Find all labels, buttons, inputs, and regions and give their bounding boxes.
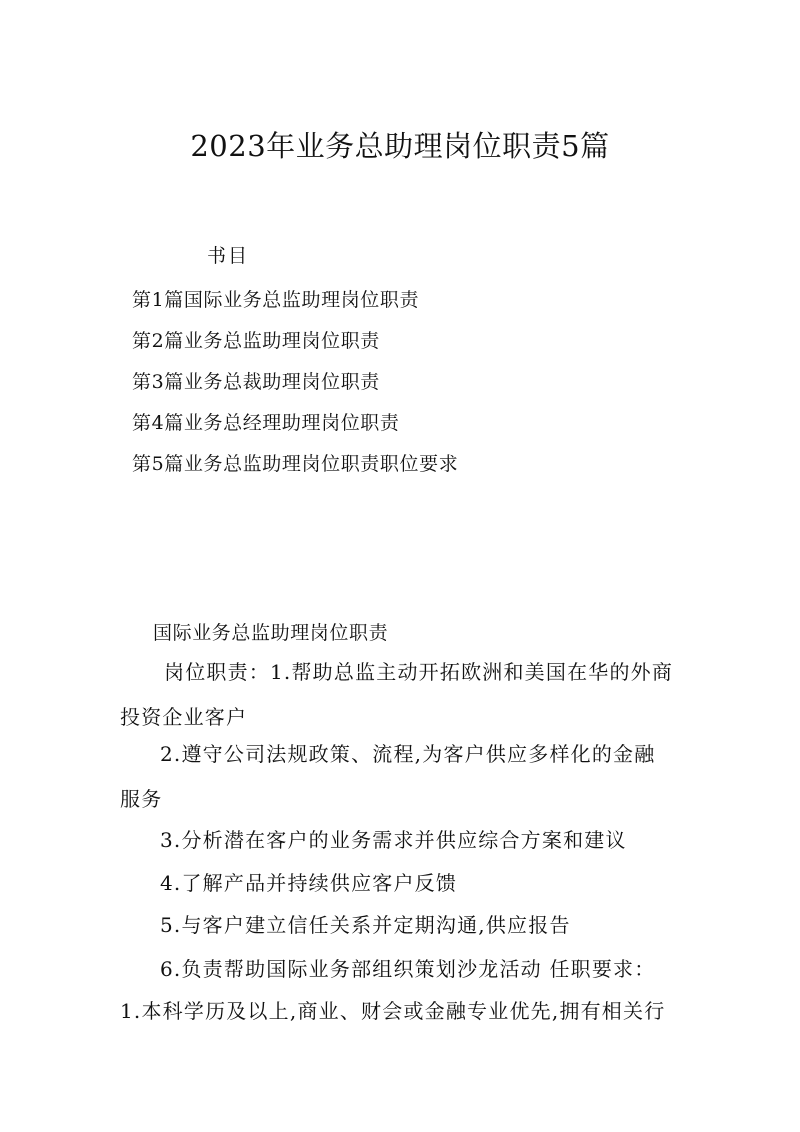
body-line: 2.遵守公司法规政策、流程,为客户供应多样化的金融 [160, 742, 656, 766]
body-line: 1.本科学历及以上,商业、财会或金融专业优先,拥有相关行 [120, 999, 666, 1023]
section-heading: 国际业务总监助理岗位职责 [153, 622, 389, 644]
body-line: 4.了解产品并持续供应客户反馈 [160, 871, 458, 895]
document-title: 2023年业务总助理岗位职责5篇 [190, 129, 610, 163]
body-line: 投资企业客户 [120, 705, 248, 729]
body-line: 岗位职责：1.帮助总监主动开拓欧洲和美国在华的外商 [164, 660, 674, 684]
toc-item-1: 第1篇国际业务总监助理岗位职责 [132, 289, 420, 311]
toc-item-5: 第5篇业务总监助理岗位职责职位要求 [132, 453, 459, 475]
toc-item-2: 第2篇业务总监助理岗位职责 [132, 330, 380, 352]
body-line: 6.负责帮助国际业务部组织策划沙龙活动 任职要求： [160, 957, 656, 981]
toc-item-4: 第4篇业务总经理助理岗位职责 [132, 412, 400, 434]
toc-heading: 书目 [207, 245, 250, 267]
body-line: 5.与客户建立信任关系并定期沟通,供应报告 [160, 913, 571, 937]
toc-item-3: 第3篇业务总裁助理岗位职责 [132, 371, 380, 393]
body-line: 服务 [120, 787, 163, 811]
body-line: 3.分析潜在客户的业务需求并供应综合方案和建议 [160, 828, 627, 852]
